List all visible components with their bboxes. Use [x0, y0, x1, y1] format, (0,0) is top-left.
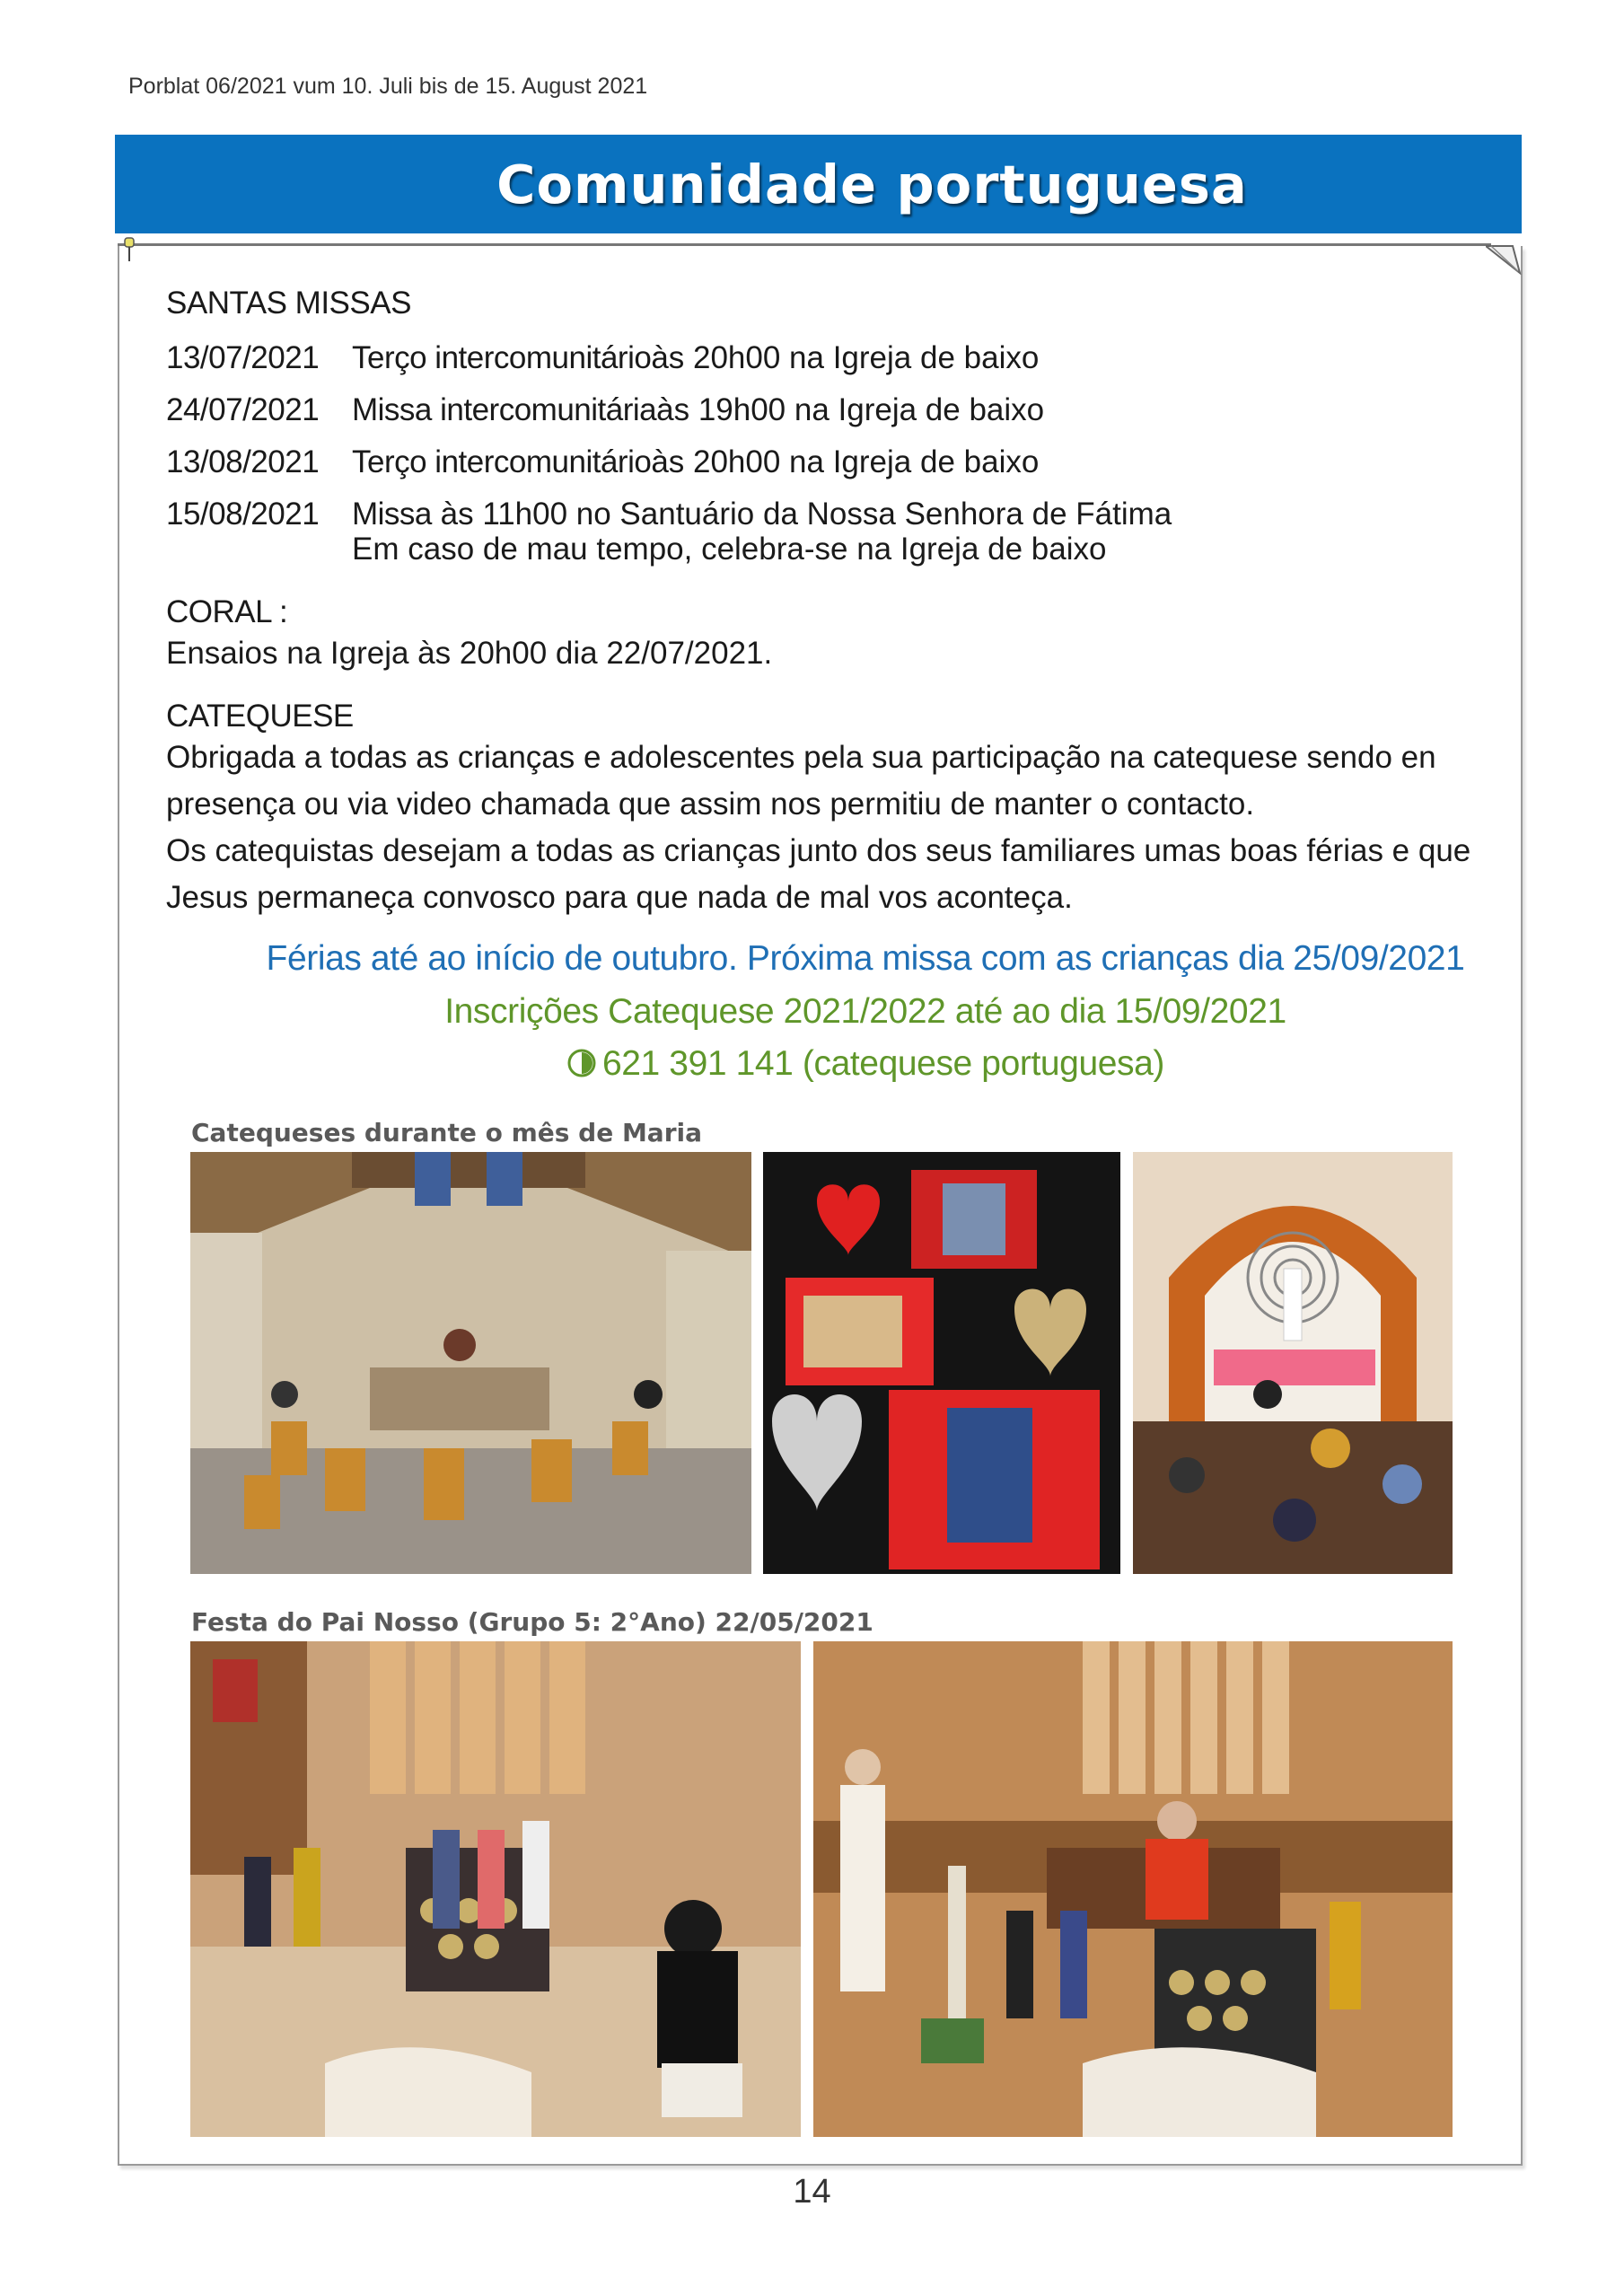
- mass-kind: Missa: [352, 497, 432, 532]
- mass-entry: [166, 436, 1486, 488]
- mass-kind: Missa intercomunitária: [352, 392, 657, 427]
- section-heading-coral: CORAL :: [166, 594, 288, 629]
- mass-detail: às 11h00 no Santuário da Nossa Senhora de Fátima: [431, 497, 1172, 532]
- paper-top-edge: [118, 243, 1491, 246]
- announcement-inscricoes: Inscrições Catequese 2021/2022 até ao dia 15/09/2021: [444, 992, 1286, 1031]
- catequese-para1-line2: presença ou via video chamada que assim nos permitiu de manter o contacto.: [166, 787, 1255, 822]
- phone-icon: [566, 1042, 597, 1072]
- page-fold-icon: [1486, 244, 1522, 275]
- mass-date: 15/08/2021: [166, 497, 320, 532]
- section-heading-santas-missas: SANTAS MISSAS: [166, 286, 411, 321]
- mass-list: [166, 332, 1486, 567]
- announcement-phone: [206, 1038, 1525, 1090]
- section-heading-catequese: CATEQUESE: [166, 699, 354, 734]
- catequese-para2-line1: Os catequistas desejam a todas as crianças junto dos seus familiares umas boas férias e que: [166, 833, 1471, 868]
- page-title: Comunidade portuguesa: [496, 153, 1248, 215]
- mass-note: Em caso de mau tempo, celebra-se na Igreja de baixo: [352, 532, 1107, 567]
- title-banner: [115, 135, 1522, 233]
- photo-hearts-frames: [763, 1152, 1120, 1574]
- photo-chapel-catechesis: [190, 1152, 751, 1574]
- catequese-para2-line2: Jesus permaneça convosco para que nada de mal vos aconteça.: [166, 880, 1073, 915]
- photo-pai-nosso-altar: [813, 1641, 1453, 2137]
- photo-fatima-altar: [1133, 1152, 1453, 1574]
- catequese-para1-line1: Obrigada a todas as crianças e adolescentes pela sua participação na catequese sendo en: [166, 740, 1436, 775]
- mass-kind: Terço intercomunitário: [352, 444, 652, 479]
- photo-caption-pai-nosso: Festa do Pai Nosso (Grupo 5: 2°Ano) 22/05/2021: [191, 1607, 873, 1637]
- mass-detail: às 20h00 na Igreja de baixo: [651, 444, 1040, 479]
- mass-detail: às 20h00 na Igreja de baixo: [651, 340, 1040, 375]
- phone-text: 621 391 141 (catequese portuguesa): [601, 1044, 1165, 1083]
- pushpin-icon: [122, 236, 136, 263]
- photo-caption-maria: Catequeses durante o mês de Maria: [191, 1118, 702, 1147]
- mass-detail: às 19h00 na Igreja de baixo: [656, 392, 1045, 427]
- coral-text: Ensaios na Igreja às 20h00 dia 22/07/2021.: [166, 636, 773, 671]
- page-number: 14: [793, 2173, 831, 2211]
- content-area: [166, 286, 1486, 1090]
- mass-kind: Terço intercomunitário: [352, 340, 652, 375]
- running-header: Porblat 06/2021 vum 10. Juli bis de 15. August 2021: [128, 74, 648, 99]
- announcement-holidays: Férias até ao início de outubro. Próxima missa com as crianças dia 25/09/2021: [266, 939, 1465, 978]
- mass-date: 13/08/2021: [166, 444, 320, 479]
- photo-pai-nosso-group: [190, 1641, 801, 2137]
- mass-entry: [166, 384, 1486, 436]
- mass-date: 13/07/2021: [166, 340, 320, 375]
- mass-entry: [166, 332, 1486, 384]
- mass-date: 24/07/2021: [166, 392, 320, 427]
